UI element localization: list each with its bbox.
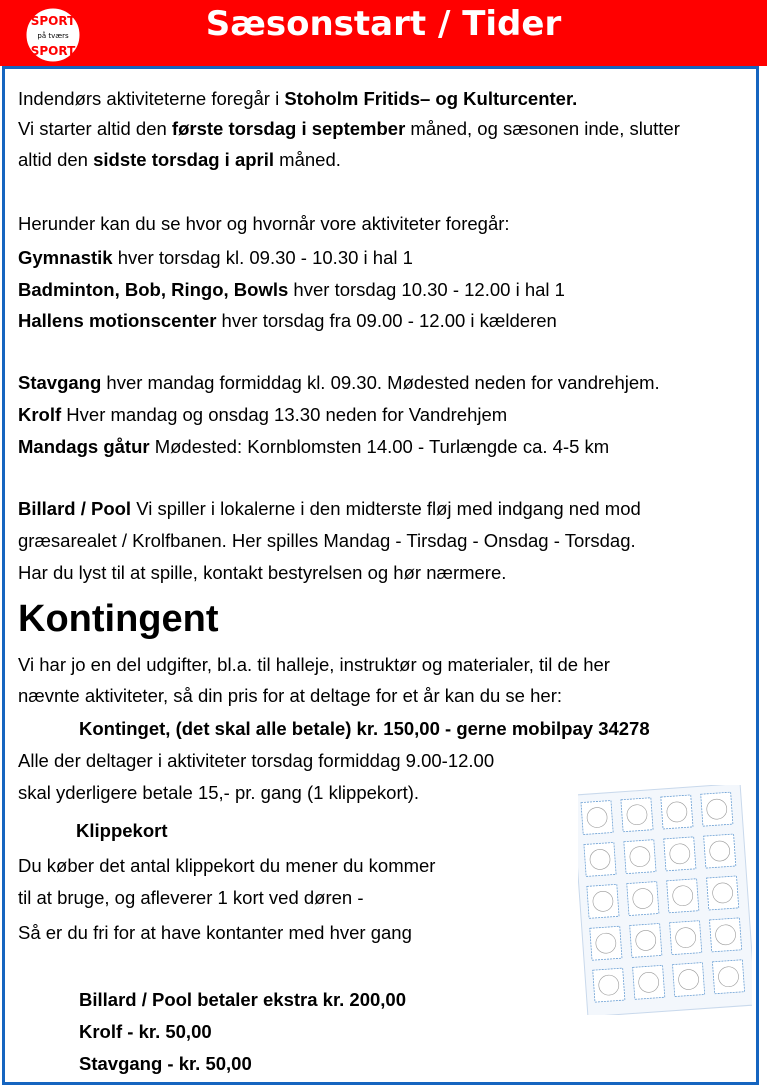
klippekort-heading [76, 815, 167, 847]
activity-time: Hver mandag og onsdag 13.30 neden for Vandrehjem [61, 404, 508, 425]
intro-line-3 [18, 144, 341, 176]
activity-name: Krolf [18, 404, 62, 425]
activity-name: Hallens motionscenter [18, 310, 217, 331]
activity-badminton [18, 274, 565, 306]
klippekort-card [630, 923, 662, 957]
klippekort-card [709, 918, 741, 952]
extra-fee: Krolf - kr. 50,00 [79, 1021, 212, 1042]
intro-text: måned, og sæsonen inde, slutter [405, 118, 680, 139]
klippekort-line-2: til at bruge, og afleverer 1 kort ved døren - [18, 887, 364, 908]
klippekort-card [627, 882, 659, 916]
klippekort-card [667, 879, 699, 913]
activity-time: hver torsdag kl. 09.30 - 10.30 i hal 1 [112, 247, 413, 268]
klippekort-card [633, 965, 665, 999]
extra-billard [79, 984, 406, 1016]
activity-motionscenter [18, 305, 557, 337]
kontingent-line-4: skal yderligere betale 15,- pr. gang (1 klippekort). [18, 782, 420, 803]
billard-line-2: græsarealet / Krolfbanen. Her spilles Mandag - Tirsdag - Onsdag - Torsdag. [18, 530, 636, 551]
klippekort-card [621, 798, 653, 832]
kontingent-heading: Kontingent [18, 598, 219, 640]
activity-name: Badminton, Bob, Ringo, Bowls [18, 279, 289, 300]
activity-time: hver mandag formiddag kl. 09.30. Mødested neden for vandrehjem. [101, 372, 660, 393]
activity-stavgang [18, 367, 660, 399]
intro-text: altid den [18, 149, 94, 170]
klippekort-card [581, 801, 613, 835]
activity-name: Gymnastik [18, 247, 113, 268]
activity-time: hver torsdag 10.30 - 12.00 i hal 1 [288, 279, 565, 300]
klippekort-card [593, 968, 625, 1002]
klippekort-card [712, 960, 744, 994]
extra-fee: Billard / Pool betaler ekstra kr. 200,00 [79, 989, 407, 1010]
klippekort-card [704, 834, 736, 868]
intro-line-2 [18, 113, 680, 145]
klippekort-line-3: Så er du fri for at have kontanter med hver gang [18, 922, 412, 943]
extra-fee: Stavgang - kr. 50,00 [79, 1053, 252, 1074]
activity-gaatur [18, 431, 609, 463]
billard-line-3: Har du lyst til at spille, kontakt bestyrelsen og hør nærmere. [18, 562, 507, 583]
activity-name: Mandags gåtur [18, 436, 150, 457]
klippekort-card [707, 876, 739, 910]
klippekort-card [584, 842, 616, 876]
klippekort-card [673, 963, 705, 997]
activity-name: Billard / Pool [18, 498, 132, 519]
intro-text: måned. [274, 149, 341, 170]
extra-stavgang [79, 1048, 252, 1080]
logo-text-top: SPORT [30, 14, 76, 28]
kontingent-line-3: Alle der deltager i aktiviteter torsdag formiddag 9.00-12.00 [18, 750, 495, 771]
intro-line-1 [18, 83, 577, 115]
klippekort-sheet-image [578, 785, 752, 1015]
klippekort-card [701, 792, 733, 826]
season-end: sidste torsdag i april [93, 149, 275, 170]
venue-name: Stoholm Fritids– og Kulturcenter. [284, 88, 578, 109]
logo-text-middle: på tværs [37, 32, 69, 40]
fee-line [79, 713, 650, 745]
intro-text: Indendørs aktiviteterne foregår i [18, 88, 285, 109]
klippekort-card [661, 795, 693, 829]
activity-krolf [18, 399, 507, 431]
billard-text: Vi spiller i lokalerne i den midterste fløj med indgang ned mod [131, 498, 641, 519]
intro-text: Vi starter altid den [18, 118, 172, 139]
kontingent-line-2: nævnte aktiviteter, så din pris for at deltage for et år kan du se her: [18, 685, 562, 706]
activity-time: hver torsdag fra 09.00 - 12.00 i kælderen [216, 310, 557, 331]
extra-krolf [79, 1016, 212, 1048]
page-title: Sæsonstart / Tider [205, 4, 562, 44]
klippekort-card [664, 837, 696, 871]
klippekort-card [587, 884, 619, 918]
activity-gymnastik [18, 242, 413, 274]
kontingent-line-1: Vi har jo en del udgifter, bl.a. til halleje, instruktør og materialer, til de her [18, 654, 610, 675]
klippekort-card [670, 921, 702, 955]
billard-line-1 [18, 493, 641, 525]
activity-time: Mødested: Kornblomsten 14.00 - Turlængde ca. 4-5 km [149, 436, 610, 457]
season-start: første torsdag i september [171, 118, 406, 139]
klippekort-card [624, 840, 656, 874]
page-header [0, 0, 767, 66]
activity-name: Stavgang [18, 372, 102, 393]
logo-text-bottom: SPORT [30, 44, 76, 58]
klippekort-line-1: Du køber det antal klippekort du mener du kommer [18, 855, 436, 876]
klippekort-title: Klippekort [76, 820, 168, 841]
klippekort-card [590, 926, 622, 960]
fee-text: Kontinget, (det skal alle betale) kr. 150,00 - gerne mobilpay 34278 [79, 718, 650, 739]
schedule-intro: Herunder kan du se hvor og hvornår vore aktiviteter foregår: [18, 213, 510, 234]
